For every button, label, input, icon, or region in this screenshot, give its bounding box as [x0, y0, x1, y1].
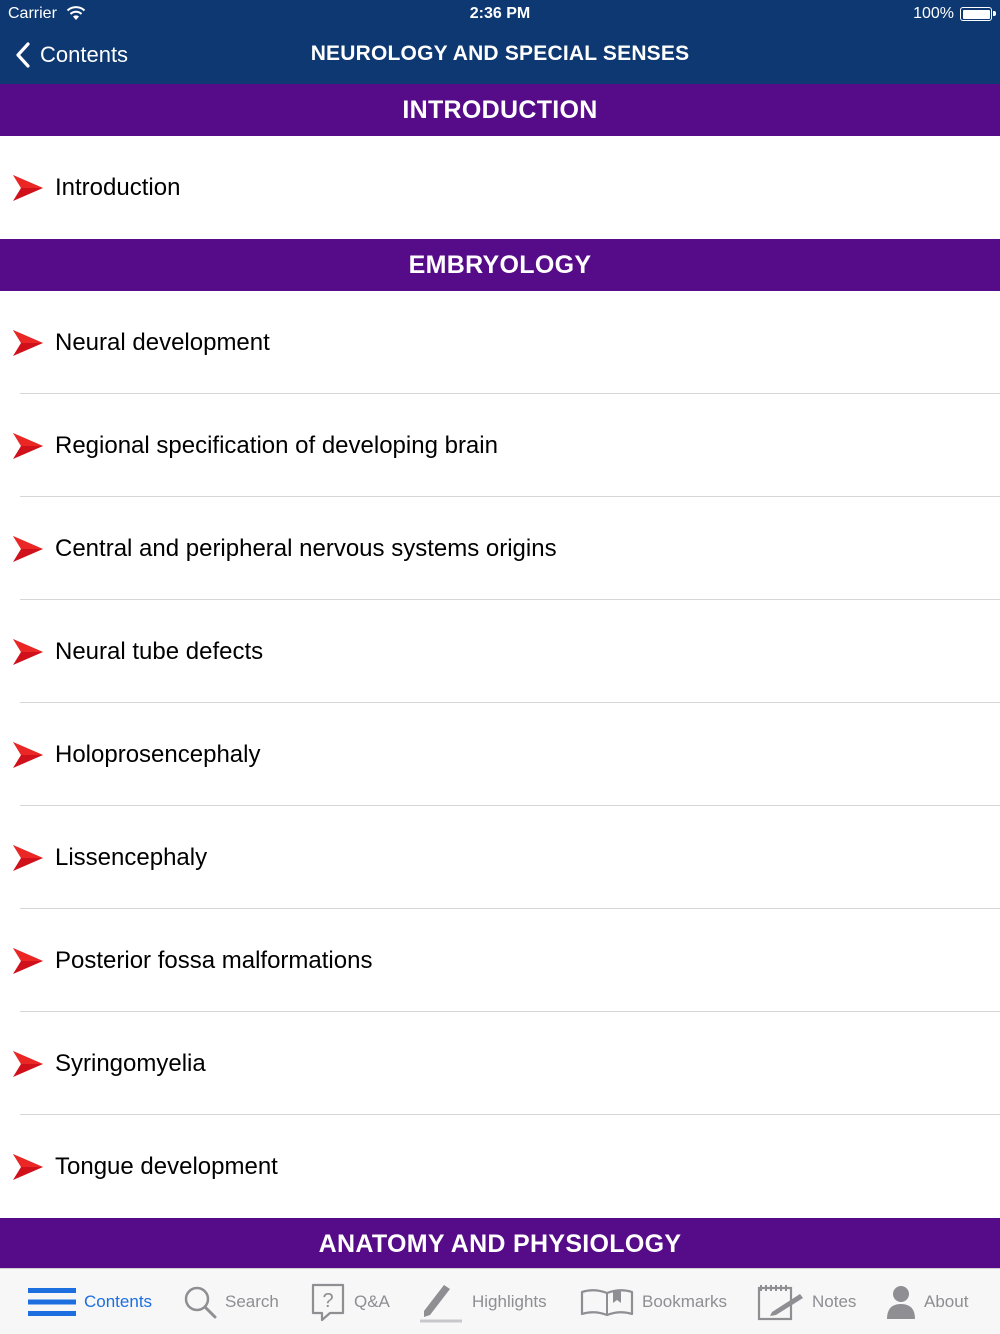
tab-bookmarks[interactable] [580, 1269, 727, 1334]
battery-icon [960, 7, 992, 21]
battery-percent: 100% [913, 5, 954, 22]
list-item-label: Introduction [55, 173, 181, 201]
red-arrow-icon [12, 740, 44, 770]
tab-label: Bookmarks [642, 1292, 728, 1311]
list-icon [28, 1287, 76, 1317]
red-arrow-icon [12, 946, 44, 976]
list-item-label: Posterior fossa malformations [55, 946, 373, 974]
book-icon [580, 1287, 634, 1317]
notepad-icon [756, 1282, 804, 1322]
tab-notes[interactable] [756, 1269, 856, 1334]
list-item-label: Holoprosencephaly [55, 740, 261, 768]
red-arrow-icon [12, 1152, 44, 1182]
pen-icon [418, 1281, 464, 1323]
list-item[interactable] [0, 497, 1000, 600]
red-arrow-icon [12, 843, 44, 873]
tab-highlights[interactable] [418, 1269, 547, 1334]
page-title: NEUROLOGY AND SPECIAL SENSES [310, 42, 690, 65]
tab-label: Search [225, 1292, 279, 1311]
tab-label: Notes [812, 1292, 857, 1311]
list-item[interactable] [0, 1012, 1000, 1115]
list-item[interactable] [0, 909, 1000, 1012]
red-arrow-icon [12, 534, 44, 564]
tab-contents[interactable] [28, 1269, 152, 1334]
red-arrow-icon [12, 431, 44, 461]
tab-qa[interactable] [310, 1269, 390, 1334]
tab-label: Contents [84, 1292, 153, 1311]
red-arrow-icon [12, 173, 44, 203]
top-bar [0, 0, 1000, 84]
section-header-anatomy-and-physiology: ANATOMY AND PHYSIOLOGY [0, 1218, 1000, 1268]
list-item-label: Lissencephaly [55, 843, 208, 871]
list-item[interactable] [0, 291, 1000, 394]
list-item-label: Neural tube defects [55, 637, 264, 665]
status-bar [0, 0, 1000, 28]
list-item-label: Central and peripheral nervous systems origins [55, 534, 557, 562]
search-icon [183, 1285, 217, 1319]
question-icon [310, 1282, 346, 1322]
tab-label: Q&A [354, 1292, 390, 1311]
list-item[interactable] [0, 1115, 1000, 1218]
tab-about[interactable] [886, 1269, 968, 1334]
tab-label: Highlights [472, 1292, 547, 1311]
carrier-label: Carrier [8, 5, 57, 22]
red-arrow-icon [12, 637, 44, 667]
tab-label: About [924, 1292, 969, 1311]
list-item[interactable] [0, 136, 1000, 239]
svg-text:?: ? [322, 1290, 334, 1312]
list-item[interactable] [0, 394, 1000, 497]
list-item-label: Neural development [55, 328, 270, 356]
person-icon [886, 1284, 916, 1320]
contents-list[interactable] [0, 84, 1000, 1268]
navigation-bar [0, 28, 1000, 84]
tab-bar [0, 1268, 1000, 1334]
list-item[interactable] [0, 600, 1000, 703]
clock: 2:36 PM [469, 5, 531, 22]
section-header-embryology: EMBRYOLOGY [0, 239, 1000, 291]
list-item[interactable] [0, 806, 1000, 909]
red-arrow-icon [12, 328, 44, 358]
section-header-introduction: INTRODUCTION [0, 84, 1000, 136]
list-item[interactable] [0, 703, 1000, 806]
list-item-label: Syringomyelia [55, 1049, 206, 1077]
red-arrow-icon [12, 1049, 44, 1079]
tab-search[interactable] [183, 1269, 279, 1334]
list-item-label: Regional specification of developing brain [55, 431, 498, 459]
back-label: Contents [40, 42, 129, 67]
list-item-label: Tongue development [55, 1152, 278, 1180]
